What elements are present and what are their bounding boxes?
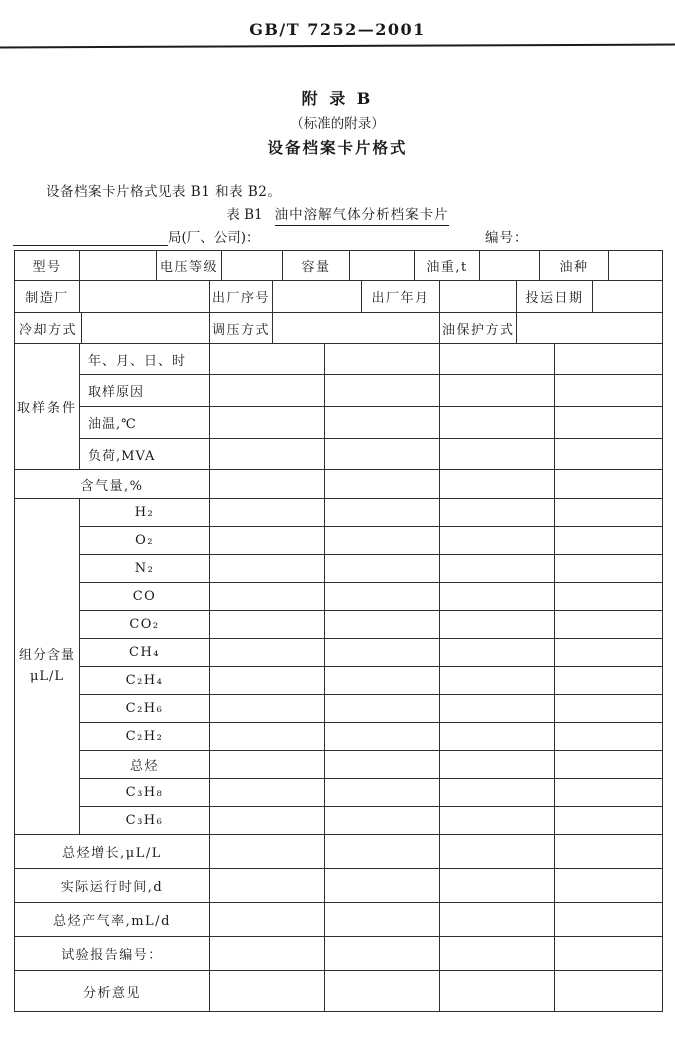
blank-cell	[325, 611, 440, 639]
oil-protection-label: 油保护方式	[440, 313, 517, 344]
blank-cell	[440, 695, 555, 723]
blank-cell	[210, 667, 325, 695]
blank-cell	[325, 499, 440, 527]
blank-cell	[325, 751, 440, 779]
blank-cell	[440, 639, 555, 667]
regulation-mode-label: 调压方式	[210, 313, 273, 344]
sampling-group-label: 取样条件	[15, 344, 80, 470]
intro-text: 设备档案卡片格式见表 B1 和表 B2。	[46, 184, 282, 200]
blank-cell	[555, 971, 663, 1012]
blank-cell	[440, 583, 555, 611]
blank-cell	[210, 639, 325, 667]
blank-cell	[440, 903, 555, 937]
factory-serial-value-cell	[273, 281, 362, 313]
blank-cell	[440, 835, 555, 869]
oil-weight-label: 油重,t	[415, 251, 480, 281]
table-caption-title: 油中溶解气体分析档案卡片	[275, 207, 449, 226]
component-co-label: CO	[80, 583, 210, 611]
factory-serial-label: 出厂序号	[210, 281, 273, 313]
blank-cell	[210, 695, 325, 723]
blank-cell	[210, 937, 325, 971]
blank-cell	[555, 344, 663, 375]
blank-cell	[210, 439, 325, 470]
component-n2-label: N₂	[80, 555, 210, 583]
blank-cell	[325, 695, 440, 723]
hydrocarbon-growth-label: 总烃增长,μL/L	[15, 835, 210, 869]
blank-cell	[555, 499, 663, 527]
component-co2-label: CO₂	[80, 611, 210, 639]
model-value-cell	[80, 251, 157, 281]
blank-cell	[210, 971, 325, 1012]
blank-cell	[440, 375, 555, 407]
manufacturer-label: 制造厂	[15, 281, 80, 313]
blank-cell	[555, 807, 663, 835]
blank-cell	[210, 555, 325, 583]
blank-cell	[325, 835, 440, 869]
blank-cell	[440, 807, 555, 835]
load-label: 负荷,MVA	[80, 439, 210, 470]
blank-cell	[555, 527, 663, 555]
blank-cell	[325, 407, 440, 439]
blank-cell	[325, 869, 440, 903]
components-group-line2: μL/L	[29, 668, 65, 684]
blank-cell	[555, 937, 663, 971]
blank-cell	[210, 869, 325, 903]
blank-cell	[555, 555, 663, 583]
info-row-1	[14, 250, 663, 281]
blank-cell	[555, 439, 663, 470]
blank-cell	[555, 583, 663, 611]
blank-cell	[325, 937, 440, 971]
blank-cell	[325, 779, 440, 807]
voltage-class-label: 电压等级	[157, 251, 222, 281]
factory-date-value-cell	[440, 281, 517, 313]
oil-temperature-label: 油温,℃	[80, 407, 210, 439]
blank-cell	[325, 971, 440, 1012]
running-time-label: 实际运行时间,d	[15, 869, 210, 903]
blank-cell	[440, 407, 555, 439]
capacity-label: 容量	[283, 251, 350, 281]
blank-cell	[210, 779, 325, 807]
blank-cell	[440, 470, 555, 499]
blank-cell	[325, 375, 440, 407]
blank-cell	[210, 903, 325, 937]
component-c3h6-label: C₃H₆	[80, 807, 210, 835]
info-row-3	[14, 312, 663, 344]
blank-cell	[555, 723, 663, 751]
blank-cell	[555, 639, 663, 667]
blank-cell	[440, 751, 555, 779]
manufacturer-value-cell	[80, 281, 210, 313]
blank-cell	[325, 470, 440, 499]
blank-cell	[325, 527, 440, 555]
org-line	[13, 226, 260, 246]
org-label: 局(厂、公司)：	[168, 230, 260, 246]
archive-card-table	[14, 250, 663, 1012]
components-group-line1: 组分含量	[18, 647, 75, 663]
oil-kind-label: 油种	[540, 251, 609, 281]
blank-cell	[440, 344, 555, 375]
blank-cell	[210, 344, 325, 375]
blank-cell	[440, 611, 555, 639]
blank-cell	[555, 375, 663, 407]
blank-cell	[555, 407, 663, 439]
regulation-mode-value-cell	[273, 313, 440, 344]
blank-cell	[210, 375, 325, 407]
oil-protection-value-cell	[517, 313, 663, 344]
blank-cell	[440, 937, 555, 971]
blank-cell	[325, 639, 440, 667]
blank-cell	[555, 903, 663, 937]
table-caption	[0, 203, 675, 223]
blank-cell	[555, 869, 663, 903]
blank-cell	[555, 751, 663, 779]
blank-cell	[210, 583, 325, 611]
blank-cell	[210, 751, 325, 779]
model-label: 型号	[15, 251, 80, 281]
blank-cell	[325, 583, 440, 611]
blank-cell	[210, 723, 325, 751]
component-h2-label: H₂	[80, 499, 210, 527]
blank-cell	[440, 439, 555, 470]
components-group-label	[15, 499, 80, 835]
cooling-mode-label: 冷却方式	[15, 313, 82, 344]
info-row-2	[14, 280, 663, 313]
blank-cell	[325, 344, 440, 375]
component-c2h4-label: C₂H₄	[80, 667, 210, 695]
commission-date-label: 投运日期	[517, 281, 593, 313]
serial-label: 编号：	[485, 230, 529, 246]
factory-date-label: 出厂年月	[362, 281, 440, 313]
appendix-title: 设备档案卡片格式	[267, 138, 408, 157]
commission-date-value-cell	[593, 281, 663, 313]
appendix-label: 附 录 B	[301, 89, 374, 108]
blank-cell	[440, 779, 555, 807]
sampling-date-label: 年、月、日、时	[80, 344, 210, 375]
blank-cell	[555, 667, 663, 695]
org-blank-line	[13, 230, 168, 246]
blank-cell	[325, 903, 440, 937]
oil-kind-value-cell	[609, 251, 663, 281]
blank-cell	[440, 869, 555, 903]
analysis-opinion-label: 分析意见	[15, 971, 210, 1012]
voltage-class-value-cell	[222, 251, 283, 281]
oil-weight-value-cell	[480, 251, 540, 281]
blank-cell	[210, 807, 325, 835]
component-total-hydrocarbon-label: 总烃	[80, 751, 210, 779]
blank-cell	[440, 527, 555, 555]
blank-cell	[440, 555, 555, 583]
test-report-number-label: 试验报告编号：	[15, 937, 210, 971]
blank-cell	[555, 470, 663, 499]
blank-cell	[210, 499, 325, 527]
header-rule	[0, 44, 675, 49]
blank-cell	[555, 695, 663, 723]
blank-cell	[325, 555, 440, 583]
analysis-table	[14, 343, 663, 1012]
blank-cell	[325, 439, 440, 470]
blank-cell	[440, 971, 555, 1012]
blank-cell	[210, 611, 325, 639]
blank-cell	[325, 807, 440, 835]
table-caption-prefix: 表 B1	[226, 207, 263, 223]
blank-cell	[440, 723, 555, 751]
blank-cell	[210, 470, 325, 499]
gas-total-label: 含气量,%	[15, 470, 210, 499]
component-c2h2-label: C₂H₂	[80, 723, 210, 751]
doc-number: GB/T 7252—2001	[249, 20, 426, 39]
component-c3h8-label: C₃H₈	[80, 779, 210, 807]
blank-cell	[555, 835, 663, 869]
gas-production-rate-label: 总烃产气率,mL/d	[15, 903, 210, 937]
component-o2-label: O₂	[80, 527, 210, 555]
blank-cell	[210, 835, 325, 869]
component-ch4-label: CH₄	[80, 639, 210, 667]
appendix-note: （标准的附录）	[290, 116, 385, 132]
capacity-value-cell	[350, 251, 415, 281]
cooling-mode-value-cell	[82, 313, 210, 344]
blank-cell	[555, 611, 663, 639]
component-c2h6-label: C₂H₆	[80, 695, 210, 723]
blank-cell	[555, 779, 663, 807]
blank-cell	[210, 407, 325, 439]
blank-cell	[440, 499, 555, 527]
blank-cell	[210, 527, 325, 555]
blank-cell	[325, 667, 440, 695]
blank-cell	[440, 667, 555, 695]
blank-cell	[325, 723, 440, 751]
sampling-reason-label: 取样原因	[80, 375, 210, 407]
